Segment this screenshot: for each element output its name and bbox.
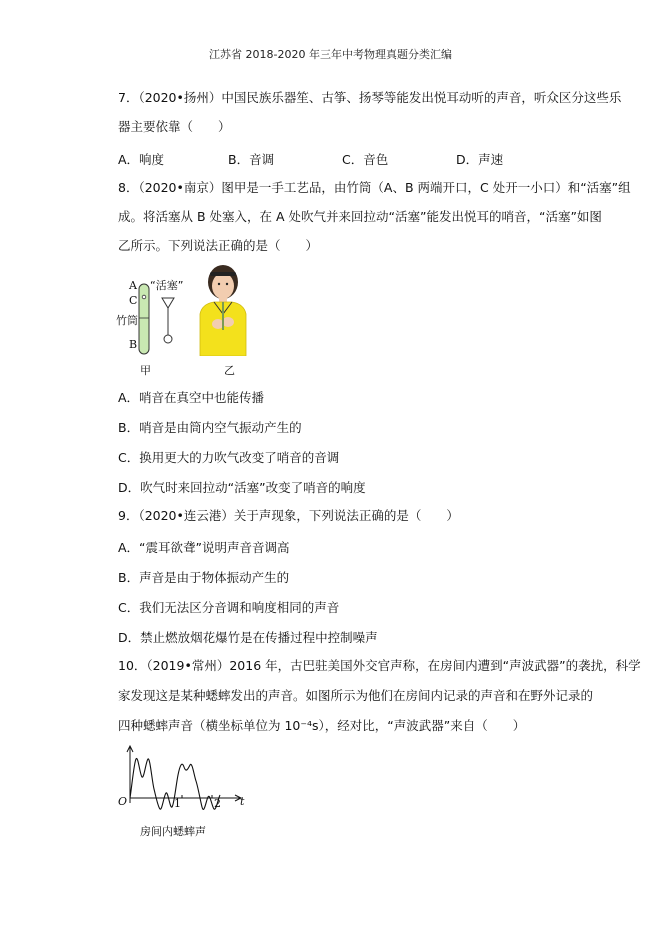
graph-caption: 房间内蟋蟀声 [140,825,206,838]
girl-photo [190,262,256,356]
label-piston: “活塞” [150,279,184,292]
q8-option-d: D．吹气时来回拉动“活塞”改变了哨音的响度 [118,480,366,495]
q9-option-d: D．禁止燃放烟花爆竹是在传播过程中控制噪声 [118,630,378,645]
q10-line3: 四种蟋蟀声音（横坐标单位为 10⁻⁴s），经对比，“声波武器”来自（ ） [118,718,526,733]
q7-option-c: C．音色 [342,152,389,167]
q7-option-d: D．声速 [456,152,504,167]
origin-label: O [118,795,128,808]
q9-line1: 9．（2020•连云港）关于声现象，下列说法正确的是（ ） [118,508,459,523]
label-a: A [129,279,137,292]
label-c: C [129,294,138,307]
q10-line2: 家发现这是某种蟋蟀发出的声音。如图所示为他们在房间内记录的声音和在野外记录的 [118,688,594,703]
q8-line2: 成。将活塞从 B 处塞入，在 A 处吹气并来回拉动“活塞”能发出悦耳的哨音，“活塞”如图 [118,209,602,224]
q8-option-a: A．哨音在真空中也能传播 [118,390,265,405]
q8-line3: 乙所示。下列说法正确的是（ ） [118,238,319,253]
label-b: B [129,338,138,351]
q7-option-b: B．音调 [228,152,275,167]
waveform-figure [112,745,262,845]
q8-line1: 8．（2020•南京）图甲是一手工艺品，由竹筒（A、B 两端开口，C 处开一小口）和“活塞”组 [118,180,631,195]
q8-option-c: C．换用更大的力吹气改变了哨音的音调 [118,450,340,465]
tick-1-label: 1 [174,797,181,810]
caption-yi: 乙 [224,364,235,377]
girl-playing-flute-image [190,262,256,356]
tick-2-label: 2 [214,797,221,810]
q7-line2: 器主要依靠（ ） [118,119,231,134]
q7-line1: 7．（2020•扬州）中国民族乐器笙、古筝、扬琴等能发出悦耳动听的声音，听众区分这些乐 [118,90,622,105]
q9-option-a: A．“震耳欲聋”说明声音音调高 [118,540,290,555]
q9-option-b: B．声音是由于物体振动产生的 [118,570,290,585]
q10-line1: 10．（2019•常州）2016 年，古巴驻美国外交官声称，在房间内遭到“声波武器”的袭扰，科学 [118,658,641,673]
label-tube: 竹筒 [116,314,138,327]
q8-option-b: B．哨音是由筒内空气振动产生的 [118,420,302,435]
caption-jia: 甲 [140,364,151,377]
page-header: 江苏省 2018-2020 年三年中考物理真题分类汇编 [209,48,452,61]
waveform-graph [112,745,262,825]
q7-option-a: A．响度 [118,152,165,167]
axis-t-label: t [240,795,245,808]
q9-option-c: C．我们无法区分音调和响度相同的声音 [118,600,340,615]
